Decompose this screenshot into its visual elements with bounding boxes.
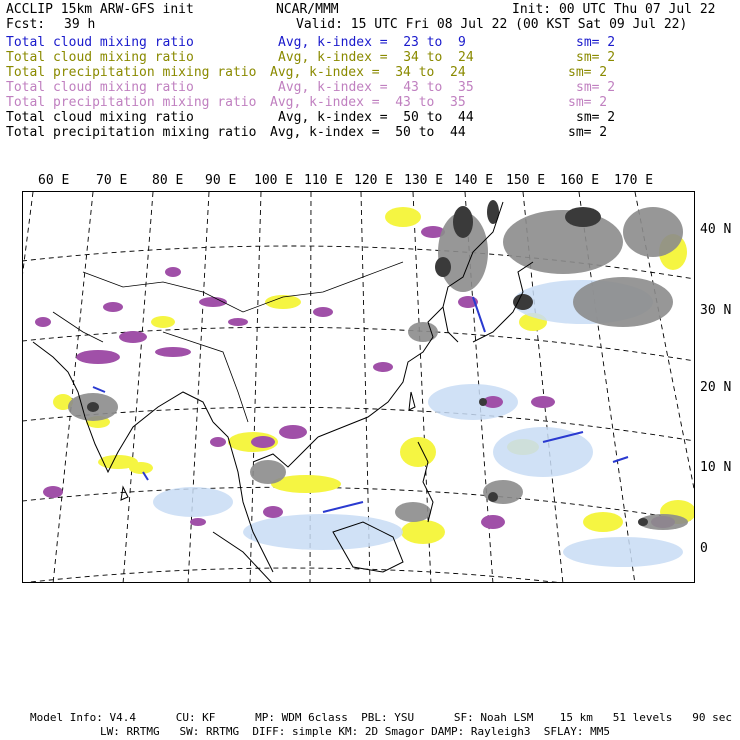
init-time: Init: 00 UTC Thu 07 Jul 22 <box>512 2 716 17</box>
field-label: Total cloud mixing ratio <box>6 110 194 125</box>
field-avg: Avg, k-index = 34 to 24 <box>270 65 466 80</box>
field-sm: sm= 2 <box>576 80 616 95</box>
field-avg: Avg, k-index = 23 to 9 <box>278 35 466 50</box>
valid-time: Valid: 15 UTC Fri 08 Jul 22 (00 KST Sat 09 Jul 22) <box>296 17 688 32</box>
field-avg: Avg, k-index = 43 to 35 <box>278 80 474 95</box>
longitude-label: 80 E <box>152 173 184 188</box>
model-info-line2: LW: RRTMG SW: RRTMG DIFF: simple KM: 2D Smagor DAMP: Rayleigh3 SFLAY: MM5 <box>100 725 610 738</box>
field-label: Total precipitation mixing ratio <box>6 95 257 110</box>
longitude-label: 100 E <box>254 173 294 188</box>
field-label: Total precipitation mixing ratio <box>6 125 257 140</box>
forecast-value: 39 h <box>64 17 96 32</box>
map-panel <box>22 191 695 583</box>
field-avg: Avg, k-index = 50 to 44 <box>270 125 466 140</box>
field-sm: sm= 2 <box>568 95 608 110</box>
field-avg: Avg, k-index = 50 to 44 <box>278 110 474 125</box>
field-sm: sm= 2 <box>576 110 616 125</box>
model-title: ACCLIP 15km ARW-GFS init <box>6 2 194 17</box>
longitude-label: 110 E <box>304 173 344 188</box>
longitude-label: 70 E <box>96 173 128 188</box>
longitude-label: 150 E <box>506 173 546 188</box>
longitude-label: 140 E <box>454 173 494 188</box>
field-sm: sm= 2 <box>568 65 608 80</box>
map-canvas <box>23 192 695 583</box>
field-sm: sm= 2 <box>576 50 616 65</box>
longitude-label: 130 E <box>404 173 444 188</box>
field-label: Total precipitation mixing ratio <box>6 65 257 80</box>
latitude-label: 40 N <box>700 222 732 237</box>
latitude-label: 0 <box>700 541 708 556</box>
longitude-label: 90 E <box>205 173 237 188</box>
latitude-label: 10 N <box>700 460 732 475</box>
longitude-label: 160 E <box>560 173 600 188</box>
field-avg: Avg, k-index = 34 to 24 <box>278 50 474 65</box>
field-sm: sm= 2 <box>568 125 608 140</box>
field-label: Total cloud mixing ratio <box>6 50 194 65</box>
longitude-label: 120 E <box>354 173 394 188</box>
forecast-label: Fcst: <box>6 17 46 32</box>
latitude-label: 30 N <box>700 303 732 318</box>
org-label: NCAR/MMM <box>276 2 339 17</box>
latitude-label: 20 N <box>700 380 732 395</box>
field-label: Total cloud mixing ratio <box>6 80 194 95</box>
longitude-label: 170 E <box>614 173 654 188</box>
field-sm: sm= 2 <box>576 35 616 50</box>
field-avg: Avg, k-index = 43 to 35 <box>270 95 466 110</box>
longitude-label: 60 E <box>38 173 70 188</box>
field-label: Total cloud mixing ratio <box>6 35 194 50</box>
model-info-line1: Model Info: V4.4 CU: KF MP: WDM 6class PBL: YSU SF: Noah LSM 15 km 51 levels 90 sec <box>30 711 732 724</box>
